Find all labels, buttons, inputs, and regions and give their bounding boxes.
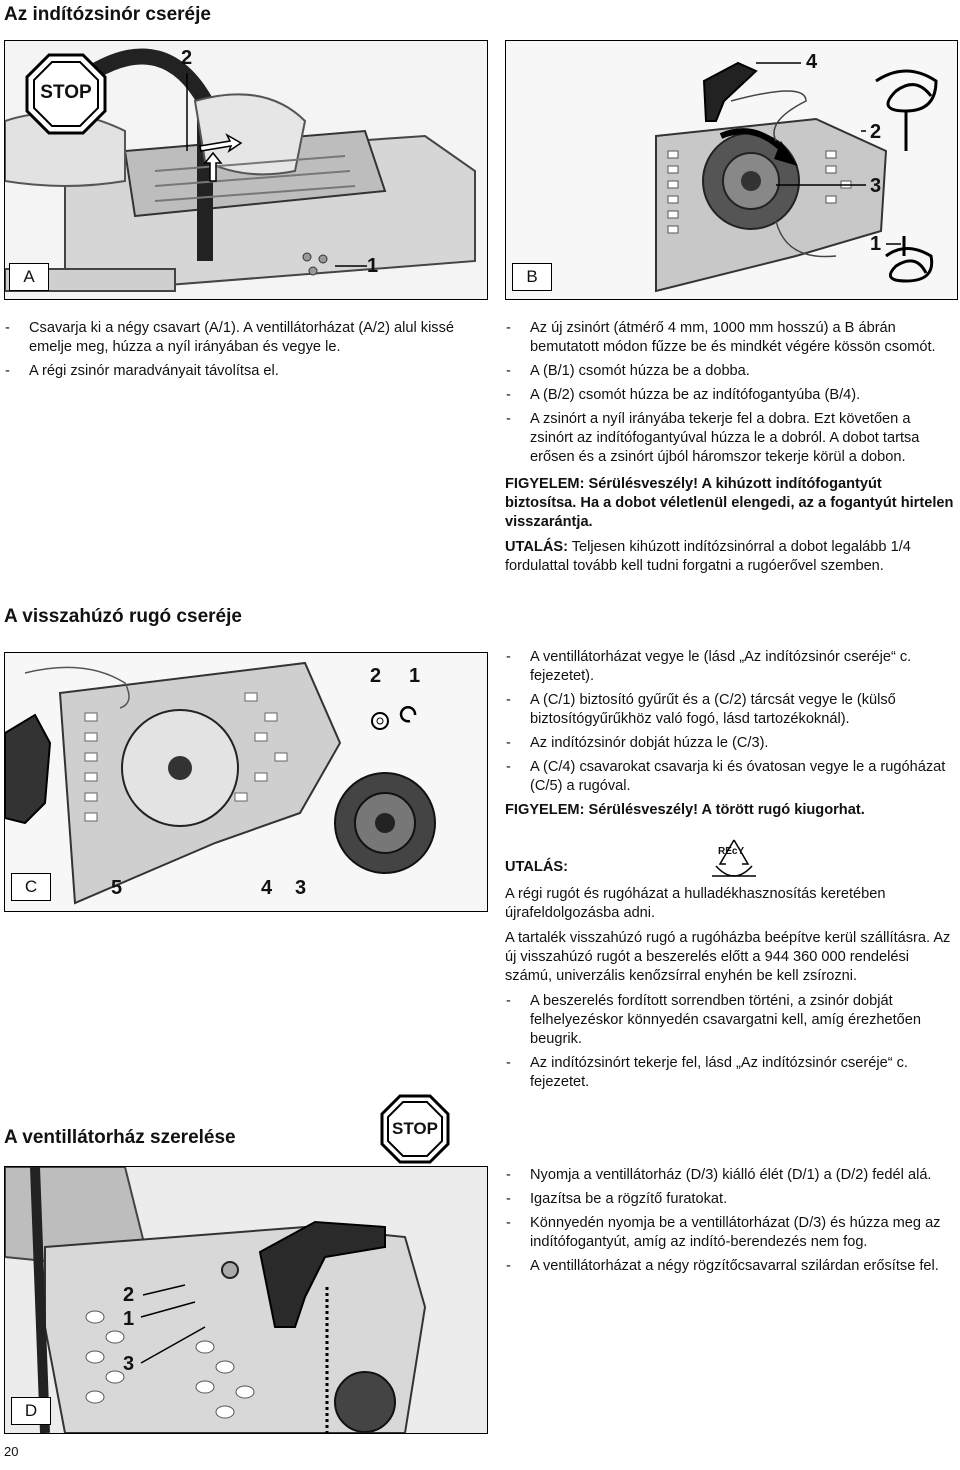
cord-step: - A (B/1) csomót húzza be a dobba.: [505, 362, 956, 381]
callout-c-2: 2: [370, 665, 382, 687]
callout-c-1: 1: [409, 665, 421, 687]
cord-warning: FIGYELEM: Sérülésveszély! A kihúzott indítófogantyút biztosítsa. Ha a dobot véletlenül elengedi, az a fogantyút hirtelen visszarántja.: [505, 476, 954, 530]
stop-sign-label: STOP: [392, 1119, 438, 1138]
figure-a: [4, 40, 488, 300]
fan-steps: [505, 1166, 956, 1281]
figure-label-a: A: [9, 263, 49, 291]
figure-label-c: C: [11, 873, 51, 901]
cord-note-text: Teljesen kihúzott indítózsinórral a dobot legalább 1/4 fordulattal tovább kell tudni forgatni a rugóerővel szemben.: [505, 539, 911, 574]
callout-c-5: 5: [111, 877, 123, 899]
callout-d-1: 1: [123, 1308, 135, 1330]
section-title-fan: A ventillátorház szerelése: [4, 1127, 236, 1148]
spring-step: - A beszerelés fordított sorrendben történi, a zsinór dobját felhelyezéskor könnyedén csavargatni kell, amíg érezhetően beugrik.: [505, 992, 956, 1049]
callout-d-2: 2: [123, 1284, 135, 1306]
figure-b: [505, 40, 958, 300]
figure-d-illustration: [5, 1167, 487, 1433]
callout-a-1: 1: [367, 255, 379, 277]
cord-steps-right: [505, 319, 956, 582]
spring-note-para: A tartalék visszahúzó rugó a rugóházba beépítve kerül szállításra. Az új visszahúzó rugót a beszerelés előtt a 944 360 000 rendelési számú, univerzális kenőzsírral enyhén be kell zsírozni.: [505, 930, 951, 984]
cord-steps-left: [4, 319, 474, 386]
spring-step: - A (C/1) biztosító gyűrűt és a (C/2) tárcsát vegye le (külső biztosítógyűrűkhöz való fogó, lásd tartozékoknál).: [505, 691, 956, 729]
figure-b-illustration: [506, 41, 957, 299]
figure-label-b: B: [512, 263, 552, 291]
cord-note-label: UTALÁS:: [505, 539, 568, 555]
callout-b-2: 2: [870, 121, 882, 143]
cord-step: - Csavarja ki a négy csavart (A/1). A ventillátorházat (A/2) alul kissé emelje meg, húzza a nyíl irányában és vegye le.: [4, 319, 474, 357]
callout-b-1: 1: [870, 233, 882, 255]
spring-note-label: UTALÁS:: [505, 859, 568, 875]
figure-c-illustration: [5, 653, 487, 911]
fan-step: - A ventillátorházat a négy rögzítőcsavarral szilárdan erősítse fel.: [505, 1257, 956, 1276]
fan-step: - Nyomja a ventillátorház (D/3) kiálló élét (D/1) a (D/2) fedél alá.: [505, 1166, 956, 1185]
callout-b-4: 4: [806, 51, 818, 73]
spring-step: - A (C/4) csavarokat csavarja ki és óvatosan vegye le a rugóházat (C/5) a rugóval.: [505, 758, 956, 796]
callout-a-2: 2: [181, 47, 193, 69]
spring-step: - Az indítózsinórt tekerje fel, lásd „Az indítózsinór cseréje“ c. fejezetet.: [505, 1054, 956, 1092]
stop-sign-label: STOP: [40, 82, 92, 103]
spring-warning: FIGYELEM: Sérülésveszély! A törött rugó kiugorhat.: [505, 802, 865, 818]
stop-sign-icon: [380, 1094, 450, 1169]
spring-note-para: A régi rugót és rugóházat a hulladékhasznosítás keretében újrafeldolgozásba adni.: [505, 886, 886, 921]
figure-d: [4, 1166, 488, 1434]
fan-step: - Igazítsa be a rögzítő furatokat.: [505, 1190, 956, 1209]
spring-step: - Az indítózsinór dobját húzza le (C/3).: [505, 734, 956, 753]
figure-label-d: D: [11, 1397, 51, 1425]
callout-c-3: 3: [295, 877, 307, 899]
section-title-cord: Az indítózsinór cseréje: [4, 4, 211, 25]
fan-step: - Könnyedén nyomja be a ventillátorházat (D/3) és húzza meg az indítófogantyút, amíg az indító-berendezés nem fog.: [505, 1214, 956, 1252]
recycle-label: REcY: [718, 846, 745, 857]
callout-b-3: 3: [870, 175, 882, 197]
spring-steps: [505, 648, 956, 826]
spring-step: - A ventillátorházat vegye le (lásd „Az indítózsinór cseréje“ c. fejezetet).: [505, 648, 956, 686]
cord-step: - A (B/2) csomót húzza be az indítófogantyúba (B/4).: [505, 386, 956, 405]
cord-step: - A régi zsinór maradványait távolítsa el.: [4, 362, 474, 381]
cord-step: - A zsinórt a nyíl irányába tekerje fel a dobra. Ezt követően a zsinórt az indítófogantyúval húzza le a dobról. A dobot tartsa erősen és a zsinórt újból háromszor tekerje körül a dobon.: [505, 410, 956, 467]
callout-c-4: 4: [261, 877, 273, 899]
page-number: 20: [4, 1444, 19, 1459]
spring-note: [505, 858, 956, 1097]
section-title-spring: A visszahúzó rugó cseréje: [4, 606, 242, 627]
cord-note: [505, 538, 956, 576]
cord-step: - Az új zsinórt (átmérő 4 mm, 1000 mm hosszú) a B ábrán bemutatott módon fűzze be és mindkét végére kössön csomót.: [505, 319, 956, 357]
stop-sign-icon: [25, 53, 107, 140]
callout-d-3: 3: [123, 1353, 135, 1375]
figure-c: [4, 652, 488, 912]
